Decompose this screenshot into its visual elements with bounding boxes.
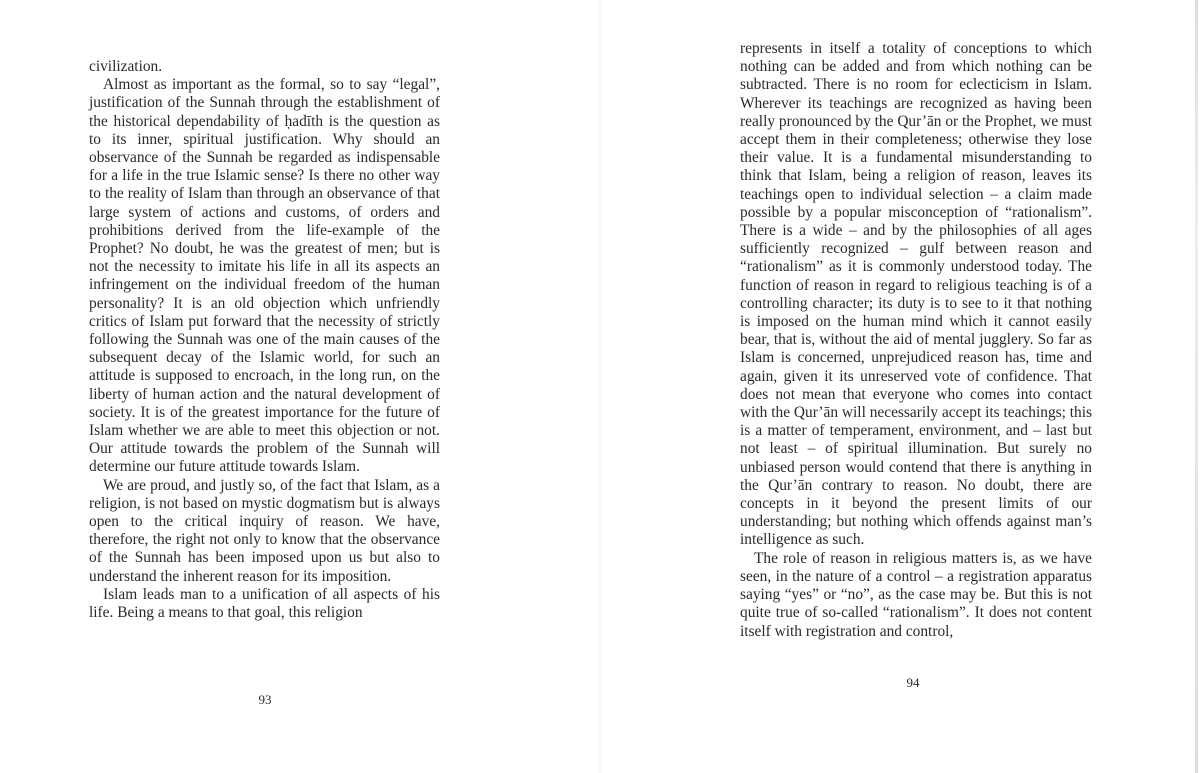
- page-number-right: 94: [906, 675, 920, 690]
- left-page-text: [89, 58, 440, 622]
- paragraph: Almost as important as the formal, so to say “legal”, justification of the Sunnah through the establishment of the historical dependability of ḥadīth is the question as to its inner, spiritual justification. Why should an observance of the Sunnah be regarded as indispensable for a life in the true Islamic sense? Is there no other way to the reality of Islam than through an observance of that large system of actions and customs, of orders and prohibitions derived from the life-example of the Prophet? No doubt, he was the greatest of men; but is not the necessity to imitate his life in all its aspects an infringement on the individual freedom of the human personality? It is an old objection which unfriendly critics of Islam put forward that the necessity of strictly following the Sunnah was one of the main causes of the subsequent decay of the Islamic world, for such an attitude is supposed to encroach, in the long run, on the liberty of human action and the natural development of society. It is of the greatest importance for the future of Islam whether we are able to meet this objection or not. Our attitude towards the problem of the Sunnah will determine our future attitude towards Islam.: [89, 76, 440, 476]
- right-page-text: [740, 40, 1092, 641]
- paragraph: The role of reason in religious matters is, as we have seen, in the nature of a control – a registration apparatus saying “yes” or “no”, as the case may be. But this is not quite true of so-called “rationalism”. It does not content itself with registration and control,: [740, 549, 1092, 640]
- right-page: [600, 0, 1200, 773]
- page-edge: [1195, 0, 1198, 773]
- paragraph: represents in itself a totality of conceptions to which nothing can be added and from which nothing can be subtracted. There is no room for eclecticism in Islam. Wherever its teachings are recognized as having been really pronounced by the Qur’ān or the Prophet, we must accept them in their completeness; otherwise they lose their value. It is a fundamental misunderstanding to think that Islam, being a religion of reason, leaves its teachings open to individual selection – a claim made possible by a popular misconception of “rationalism”. There is a wide – and by the philosophies of all ages sufficiently recognized – gulf between reason and “rationalism” as it is commonly understood today. The function of reason in regard to religious teaching is of a controlling character; its duty is to see to it that nothing is imposed on the human mind which it cannot easily bear, that is, without the aid of mental jugglery. So far as Islam is concerned, unprejudiced reason has, time and again, given it its unreserved vote of confidence. That does not mean that everyone who comes into contact with the Qur’ān will necessarily accept its teachings; this is a matter of temperament, environment, and – last but not least – of spiritual illumination. But surely no unbiased person would contend that there is anything in the Qur’ān contrary to reason. No doubt, there are concepts in it beyond the present limits of our understanding; but nothing which offends against man’s intelligence as such.: [740, 40, 1092, 549]
- paragraph: civilization.: [89, 58, 163, 75]
- page-number-left: 93: [258, 692, 272, 707]
- paragraph: Islam leads man to a unification of all aspects of his life. Being a means to that goal, this religion: [89, 585, 440, 622]
- paragraph: We are proud, and justly so, of the fact that Islam, as a religion, is not based on mystic dogmatism but is always open to the critical inquiry of reason. We have, therefore, the right not only to know that the observance of the Sunnah has been imposed upon us but also to understand the inherent reason for its imposition.: [89, 476, 440, 585]
